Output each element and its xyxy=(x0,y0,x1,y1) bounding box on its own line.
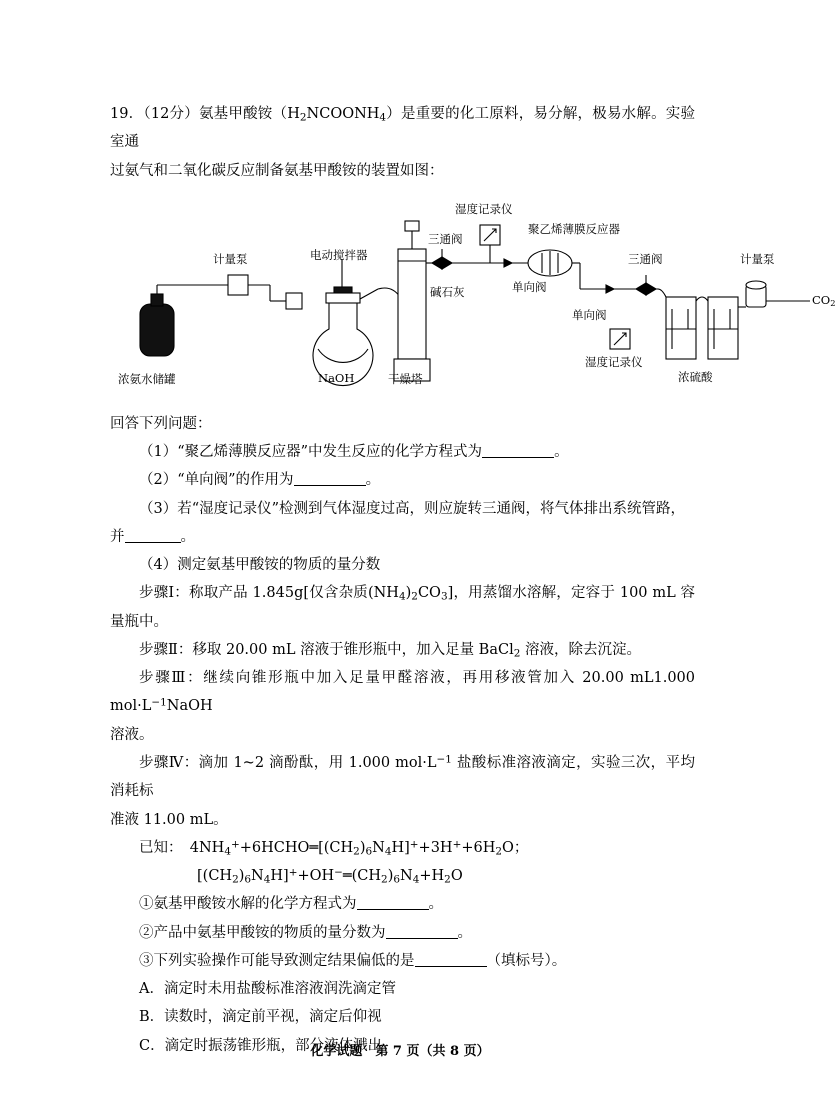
known-equations: 已知： $4NH_4^++6HCHO═[(CH_2)_6N_4H]^++3H^++6H_2O$； xyxy=(139,838,529,858)
figure-label-stirrer: 电动搅拌器 xyxy=(310,247,368,262)
figure-label-one-way-valve-1: 单向阀 xyxy=(512,279,547,294)
step-3: 步骤Ⅲ：继续向锥形瓶中加入足量甲醛溶液，再用移液管加入 20.00 mL1.000 $mol\cdot L^{-1}NaOH$ xyxy=(110,670,695,715)
sub-question-2-text: （2）“单向阀”的作用为 xyxy=(139,472,294,489)
figure-label-humidity-recorder-1: 湿度记录仪 xyxy=(455,201,513,216)
question-points: （12分） xyxy=(143,106,199,122)
sub-question-2 xyxy=(110,466,695,494)
answer-blank-6[interactable] xyxy=(415,966,487,967)
sub-question-3-end: 。 xyxy=(180,528,195,545)
figure-label-co2: $CO_2$ xyxy=(812,292,836,308)
step-1: 步骤Ⅰ：称取产品 1.845g[仅含杂质$(NH_4)_2CO_3$]，用蒸馏水溶解，定容于 100 mL 容量瓶中。 xyxy=(110,585,695,630)
step-2: 步骤Ⅱ：移取 20.00 mL 溶液于锥形瓶中，加入足量 BaCl$_2$ 溶液，除去沉淀。 xyxy=(139,641,641,660)
sub-question-3-prefix: 并 xyxy=(110,528,125,545)
sub-item-1 xyxy=(110,890,695,918)
figure-label-one-way-valve-2: 单向阀 xyxy=(572,307,607,322)
figure-label-soda-lime: 碱石灰 xyxy=(430,284,465,299)
sub-question-1-text: （1）“聚乙烯薄膜反应器”中发生反应的化学方程式为 xyxy=(139,444,483,461)
known-equation-2: $[(CH_2)_6N_4H]^++OH^-═(CH_2)_6N_4+H_2O$ xyxy=(197,866,463,886)
sub-item-2-end: 。 xyxy=(457,924,472,941)
figure-label-drying-tower: 干燥塔 xyxy=(388,371,423,386)
step-4-cont: 准液 11.00 mL。 xyxy=(110,811,228,828)
figure-label-ammonia-tank: 浓氨水储罐 xyxy=(118,371,176,386)
figure-label-three-way-valve-1: 三通阀 xyxy=(428,231,463,246)
sub-question-3-line2 xyxy=(110,523,695,551)
page-content xyxy=(110,100,836,1060)
option-c[interactable]: C．滴定时振荡锥形瓶，部分液体溅出 xyxy=(139,1037,383,1054)
figure-label-naoh: NaOH xyxy=(318,370,355,385)
question-number: 19 xyxy=(110,106,129,122)
sub-item-3 xyxy=(110,947,695,975)
sub-item-2 xyxy=(110,919,695,947)
option-a[interactable]: A．滴定时未用盐酸标准溶液润洗滴定管 xyxy=(139,981,396,998)
step-4-label: 步骤Ⅳ： xyxy=(139,754,199,771)
step-1-label: 步骤Ⅰ： xyxy=(139,585,189,602)
option-b[interactable]: B．读数时，滴定前平视，滴定后仰视 xyxy=(139,1009,382,1026)
sub-question-2-end: 。 xyxy=(365,472,381,489)
figure-label-three-way-valve-2: 三通阀 xyxy=(628,251,663,266)
answer-blank-3[interactable] xyxy=(125,542,181,543)
question-stem-line2: 过氨气和二氧化碳反应制备氨基甲酸铵的装置如图： xyxy=(110,162,444,179)
figure-label-reactor: 聚乙烯薄膜反应器 xyxy=(528,221,620,236)
step-3-label: 步骤Ⅲ： xyxy=(139,670,204,687)
step-4: 步骤Ⅳ：滴加 1~2 滴酚酞，用 1.000 $mol\cdot L^{-1}$ 盐酸标准溶液滴定，实验三次，平均消耗标 xyxy=(110,753,695,800)
sub-question-4: （4）测定氨基甲酸铵的物质的量分数 xyxy=(139,557,381,574)
sub-item-1-end: 。 xyxy=(428,896,443,913)
sub-question-3-line1: （3）若“湿度记录仪”检测到气体湿度过高，则应旋转三通阀，将气体排出系统管路， xyxy=(139,500,686,517)
known-label: 已知： xyxy=(139,839,176,856)
answer-blank-1[interactable] xyxy=(482,457,554,458)
answer-prompt: 回答下列问题： xyxy=(110,415,212,432)
sub-item-1-text: ①氨基甲酸铵水解的化学方程式为 xyxy=(139,896,357,913)
figure-label-sulfuric-acid: 浓硫酸 xyxy=(678,369,713,384)
sub-item-3-end: （填标号）。 xyxy=(486,952,567,969)
sub-item-3-text: ③下列实验操作可能导致测定结果偏低的是 xyxy=(139,952,415,969)
answer-blank-4[interactable] xyxy=(357,909,429,910)
figure-label-humidity-recorder-2: 湿度记录仪 xyxy=(585,354,643,369)
sub-item-2-text: ②产品中氨基甲酸铵的物质的量分数为 xyxy=(139,924,386,941)
step-2-label: 步骤Ⅱ： xyxy=(139,641,193,658)
apparatus-figure xyxy=(110,189,836,404)
answer-blank-5[interactable] xyxy=(386,938,458,939)
step-3-cont: 溶液。 xyxy=(110,726,154,743)
sub-question-1 xyxy=(110,438,695,466)
figure-label-metering-pump-2: 计量泵 xyxy=(740,251,775,266)
figure-label-metering-pump-1: 计量泵 xyxy=(213,251,248,266)
sub-question-1-end: 。 xyxy=(554,444,569,461)
question-stem: 19．（12分）氨基甲酸铵$(H_2NCOONH_4)$是重要的化工原料，易分解，极易水解。实验室通 xyxy=(110,106,696,151)
page-footer: 化学试题 第 7 页（共 8 页） xyxy=(310,1044,490,1059)
answer-blank-2[interactable] xyxy=(294,485,366,486)
